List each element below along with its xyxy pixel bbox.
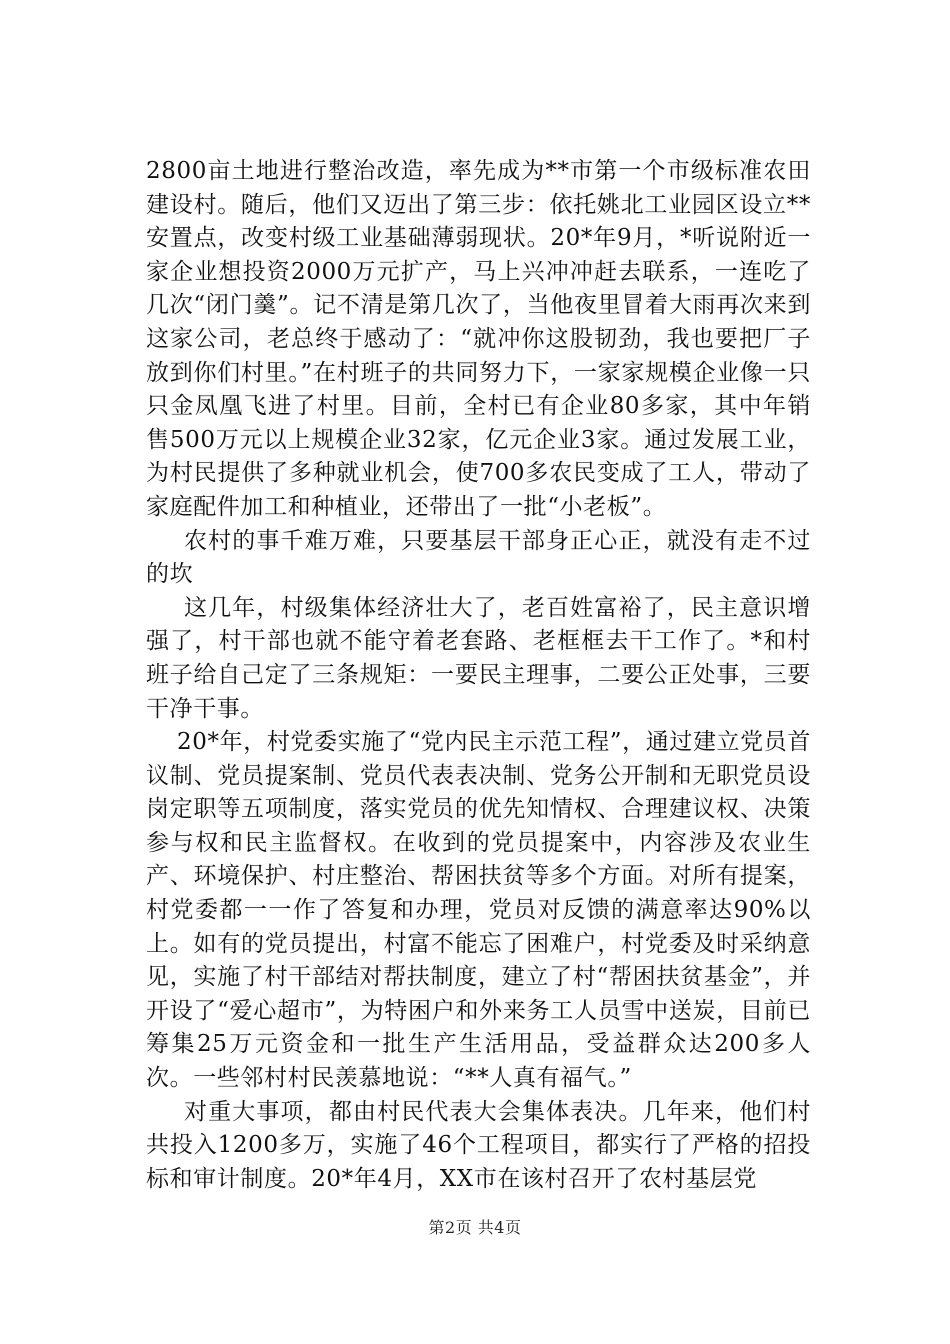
page-number-footer: 第2页 共4页 — [428, 1218, 522, 1237]
section-heading: 农村的事千难万难，只要基层干部身正心正，就没有走不过的坎 — [146, 527, 811, 588]
paragraph-rules: 这几年，村级集体经济壮大了，老百姓富裕了，民主意识增强了，村干部也就不能守着老套路、老框框去干工作了。*和村班子给自己定了三条规矩：一要民主理事，二要公正处事，三要干净干事。 — [146, 594, 811, 722]
paragraph-democracy: 20*年，村党委实施了“党内民主示范工程”，通过建立党员首议制、党员提案制、党员代表表决制、党务公开制和无职党员设岗定职等五项制度，落实党员的优先知情权、合理建议权、决策参与权和民主监督权。在收到的党员提案中，内容涉及农业生产、环境保护、村庄整治、帮困扶贫等多个方面。对所有提案，村党委都一一作了答复和办理，党员对反馈的满意率达90%以上。如有的党员提出，村富不能忘了困难户，村党委及时采纳意见，实施了村干部结对帮扶制度，建立了村“帮困扶贫基金”，并开设了“爱心超市”，为特困户和外来务工人员雪中送炭，目前已筹集25万元资金和一批生产生活用品，受益群众达200多人次。一些邻村村民羡慕地说：“**人真有福气。” — [146, 729, 811, 1092]
paragraph-major-matters: 对重大事项，都由村民代表大会集体表决。几年来，他们村共投入1200多万，实施了46个工程项目，都实行了严格的招投标和审计制度。20*年4月，XX市在该村召开了农村基层党 — [146, 1098, 811, 1192]
paragraph-industry: 2800亩土地进行整治改造，率先成为**市第一个市级标准农田建设村。随后，他们又迈出了第三步：依托姚北工业园区设立**安置点，改变村级工业基础薄弱现状。20*年9月，*听说附近一家企业想投资2000万元扩产，马上兴冲冲赶去联系，一连吃了几次“闭门羹”。记不清是第几次了，当他夜里冒着大雨再次来到这家公司，老总终于感动了：“就冲你这股韧劲，我也要把厂子放到你们村里。”在村班子的共同努力下，一家家规模企业像一只只金凤凰飞进了村里。目前，全村已有企业80多家，其中年销售500万元以上规模企业32家，亿元企业3家。通过发展工业，为村民提供了多种就业机会，使700多农民变成了工人，带动了家庭配件加工和种植业，还带出了一批“小老板”。 — [146, 158, 811, 520]
document-body — [146, 155, 811, 1196]
